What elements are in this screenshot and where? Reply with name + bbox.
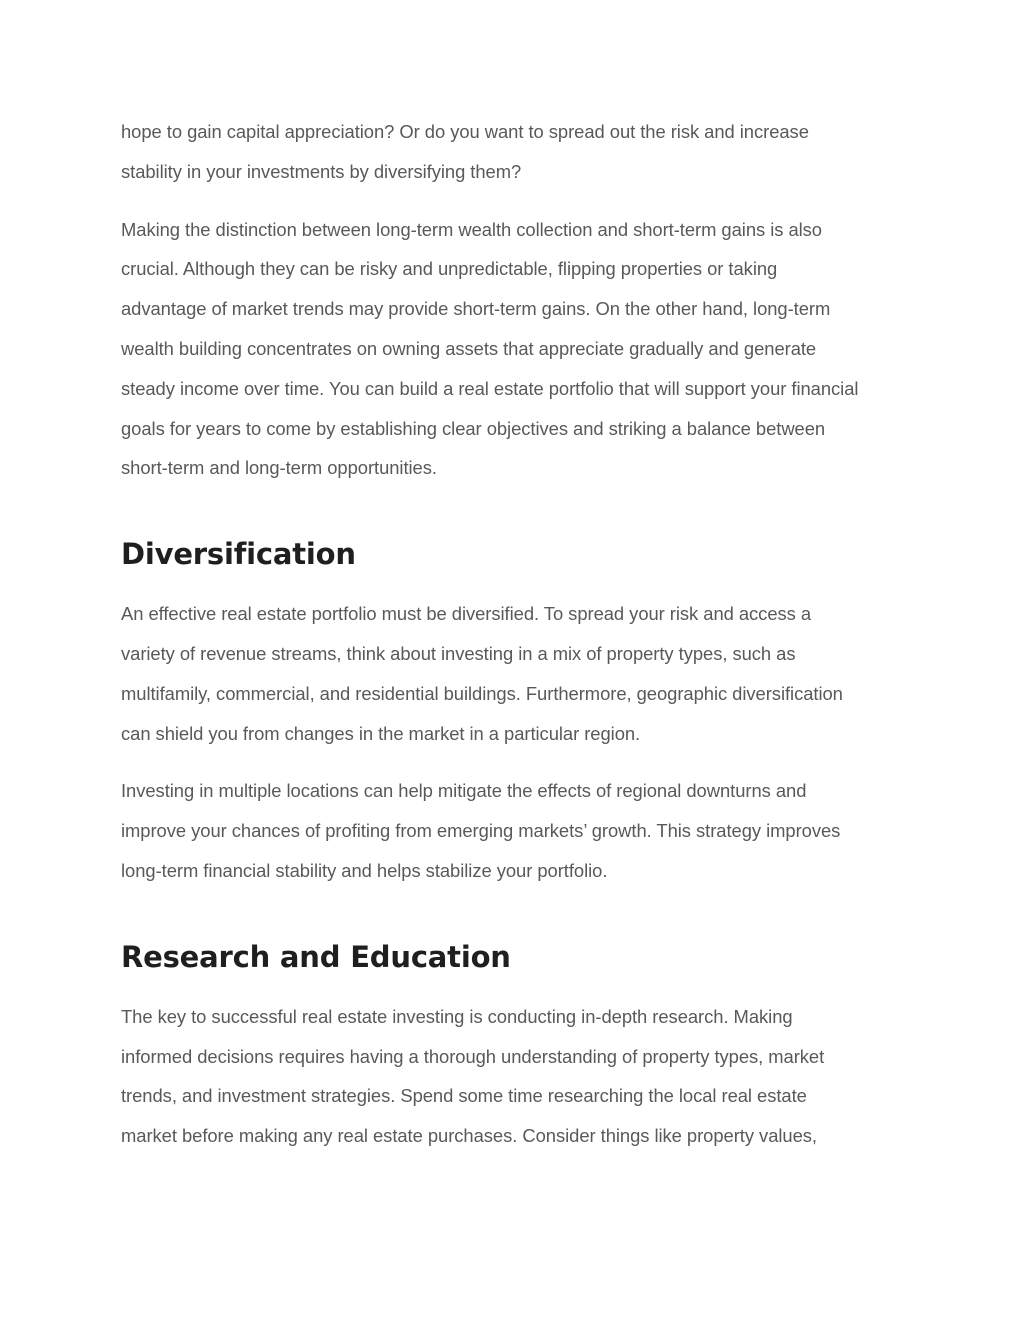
text-line: steady income over time. You can build a real estate portfolio that will support your financial [121,377,859,399]
text-line: advantage of market trends may provide short-term gains. On the other hand, long-term [121,298,831,320]
text-line: An effective real estate portfolio must be diversified. To spread your risk and access a [121,603,812,625]
text-line: stability in your investments by diversifying them? [121,160,522,182]
text-line: crucial. Although they can be risky and unpredictable, flipping properties or taking [121,258,778,280]
text-line: short-term and long-term opportunities. [121,457,437,479]
diversification-paragraph-1 [121,594,911,753]
research-paragraph-1 [121,997,911,1156]
intro-paragraph-1 [121,112,911,192]
text-line: market before making any real estate purchases. Consider things like property values, [121,1125,817,1147]
text-line: wealth building concentrates on owning assets that appreciate gradually and generate [121,337,817,359]
text-line: improve your chances of profiting from emerging markets’ growth. This strategy improves [121,820,841,842]
text-line: long-term financial stability and helps stabilize your portfolio. [121,859,608,881]
text-line: hope to gain capital appreciation? Or do you want to spread out the risk and increase [121,121,809,142]
text-line: Investing in multiple locations can help mitigate the effects of regional downturns and [121,780,807,802]
text-line: goals for years to come by establishing clear objectives and striking a balance between [121,417,826,439]
intro-paragraph-2 [121,210,911,489]
text-line: trends, and investment strategies. Spend some time researching the local real estate [121,1085,807,1107]
document-page [121,112,911,1174]
text-line: informed decisions requires having a thorough understanding of property types, market [121,1045,825,1067]
research-heading: Research and Education [121,939,511,974]
text-line: can shield you from changes in the market in a particular region. [121,722,641,744]
diversification-heading: Diversification [121,537,356,572]
text-line: multifamily, commercial, and residential buildings. Furthermore, geographic diversification [121,682,843,704]
text-line: variety of revenue streams, think about investing in a mix of property types, such as [121,642,796,664]
diversification-paragraph-2 [121,771,911,890]
text-line: The key to successful real estate investing is conducting in-depth research. Making [121,1005,793,1027]
text-line: Making the distinction between long-term wealth collection and short-term gains is also [121,218,822,240]
